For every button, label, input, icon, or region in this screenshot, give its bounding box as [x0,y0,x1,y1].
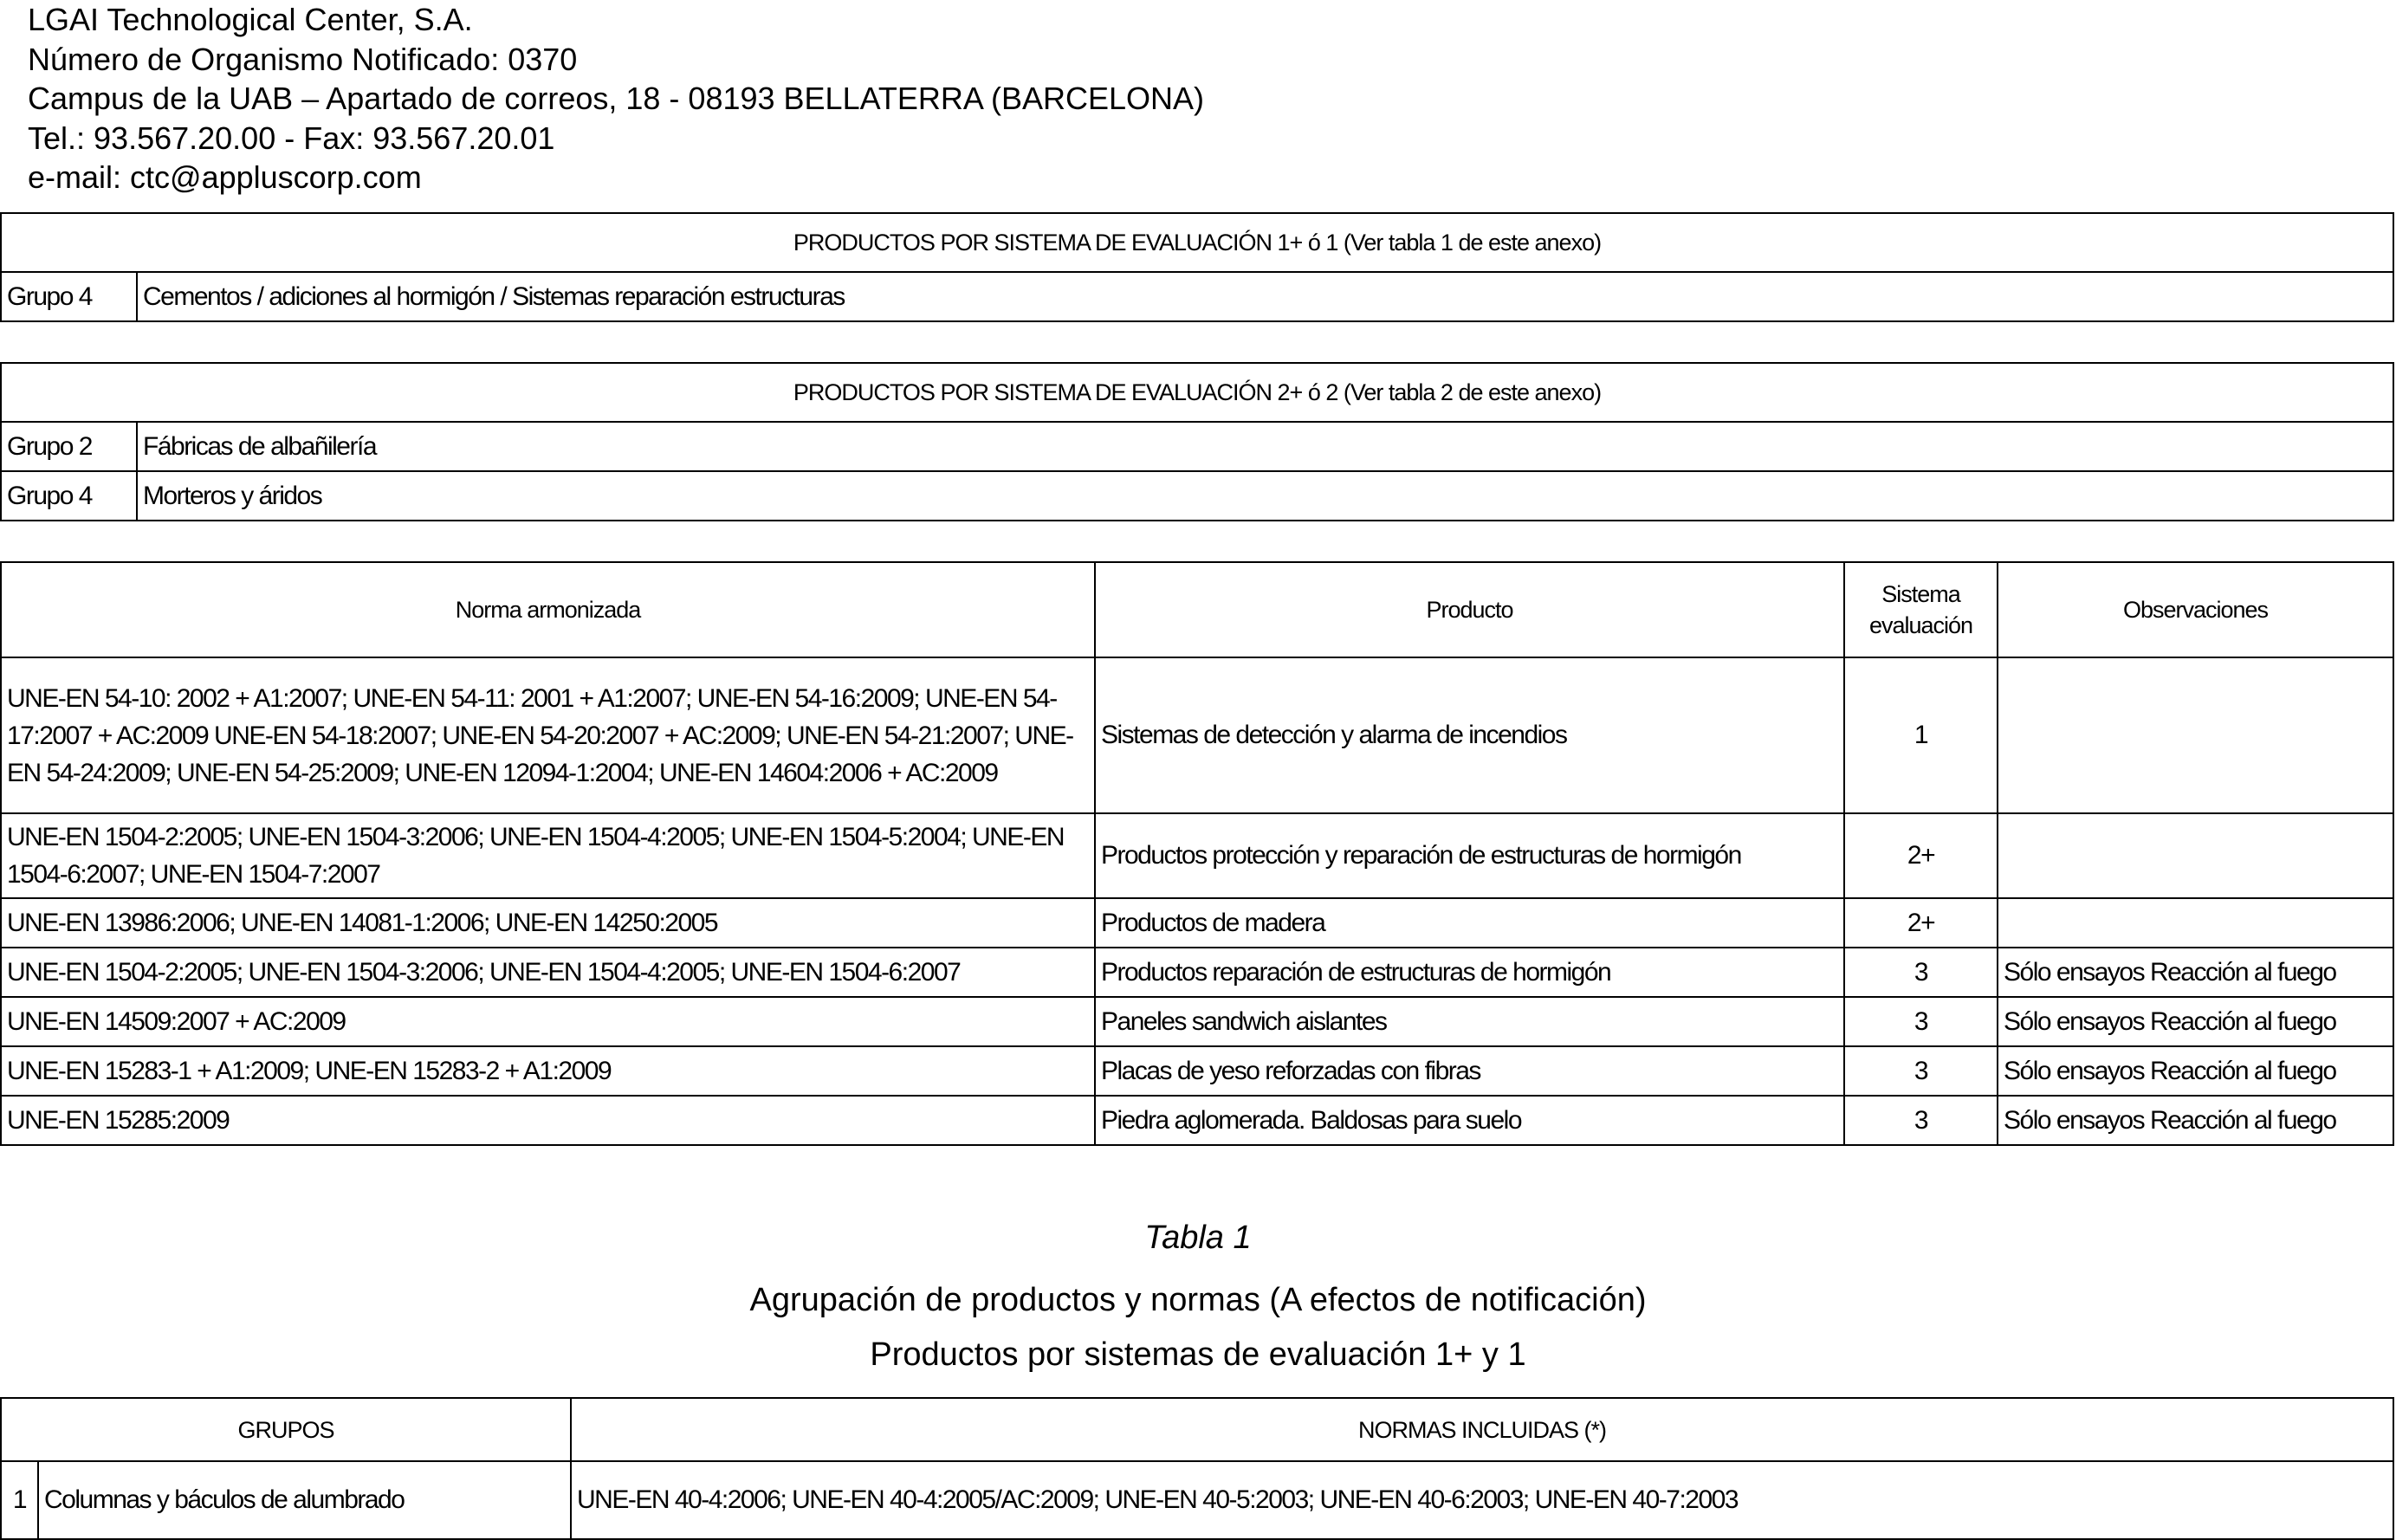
org-address: Campus de la UAB – Apartado de correos, 18 - 08193 BELLATERRA (BARCELONA) [28,81,1204,116]
table-row [1,997,2393,1046]
org-phone-fax: Tel.: 93.567.20.00 - Fax: 93.567.20.01 [28,120,555,156]
sistema-cell: 3 [1844,1096,1998,1145]
table-title: PRODUCTOS POR SISTEMA DE EVALUACIÓN 2+ ó 2 (Ver tabla 2 de este anexo) [1,363,2393,422]
group-label: Grupo 4 [1,471,137,521]
producto-cell: Paneles sandwich aislantes [1095,997,1844,1046]
producto-cell: Productos reparación de estructuras de hormigón [1095,948,1844,997]
group-label: Grupo 4 [1,272,137,321]
table-row [1,1461,2393,1539]
table-sistema-2 [0,362,2394,521]
org-name: LGAI Technological Center, S.A. [28,2,473,37]
norma-cell: UNE-EN 54-10: 2002 + A1:2007; UNE-EN 54-11: 2001 + A1:2007; UNE-EN 54-16:2009; UNE-EN 54-17:2007 + AC:2009 UNE-EN 54-18:2007; UNE-EN 54-20:2007 + AC:2009; UNE-EN 54-21:2007; UNE-EN 54-24:2009; UNE-EN 54-25:2009; UNE-EN 12094-1:2004; UNE-EN 14604:2006 + AC:2009 [1,657,1095,813]
table-normas-armonizadas [0,561,2394,1146]
header-grupos: GRUPOS [1,1398,571,1461]
observaciones-cell: Sólo ensayos Reacción al fuego [1998,948,2393,997]
table-header-row [1,1398,2393,1461]
group-normas: UNE-EN 40-4:2006; UNE-EN 40-4:2005/AC:2009; UNE-EN 40-5:2003; UNE-EN 40-6:2003; UNE-EN 40-7:2003 [571,1461,2393,1539]
org-email: e-mail: ctc@appluscorp.com [28,159,422,195]
producto-cell: Productos protección y reparación de estructuras de hormigón [1095,813,1844,898]
observaciones-cell: Sólo ensayos Reacción al fuego [1998,997,2393,1046]
observaciones-cell: Sólo ensayos Reacción al fuego [1998,1046,2393,1096]
producto-cell: Piedra aglomerada. Baldosas para suelo [1095,1096,1844,1145]
header-producto: Producto [1095,562,1844,657]
table-header-row [1,562,2393,657]
table-row [1,1046,2393,1096]
norma-cell: UNE-EN 1504-2:2005; UNE-EN 1504-3:2006; UNE-EN 1504-4:2005; UNE-EN 1504-5:2004; UNE-EN 1504-6:2007; UNE-EN 1504-7:2007 [1,813,1095,898]
norma-cell: UNE-EN 13986:2006; UNE-EN 14081-1:2006; UNE-EN 14250:2005 [1,898,1095,948]
organization-header [28,0,1204,197]
norma-cell: UNE-EN 15285:2009 [1,1096,1095,1145]
producto-cell: Sistemas de detección y alarma de incendios [1095,657,1844,813]
norma-cell: UNE-EN 1504-2:2005; UNE-EN 1504-3:2006; UNE-EN 1504-4:2005; UNE-EN 1504-6:2007 [1,948,1095,997]
table-row [1,272,2393,321]
sistema-cell: 1 [1844,657,1998,813]
table-title: PRODUCTOS POR SISTEMA DE EVALUACIÓN 1+ ó 1 (Ver tabla 1 de este anexo) [1,213,2393,272]
observaciones-cell [1998,898,2393,948]
producto-cell: Productos de madera [1095,898,1844,948]
sistema-cell: 2+ [1844,898,1998,948]
sistema-cell: 3 [1844,1046,1998,1096]
producto-cell: Placas de yeso reforzadas con fibras [1095,1046,1844,1096]
sistema-cell: 2+ [1844,813,1998,898]
header-sistema-line1: Sistema [1881,581,1960,607]
notified-body-number: Número de Organismo Notificado: 0370 [28,41,578,77]
observaciones-cell [1998,813,2393,898]
table-caption-number: Tabla 1 [1144,1220,1252,1256]
observaciones-cell [1998,657,2393,813]
group-name: Columnas y báculos de alumbrado [38,1461,571,1539]
group-number: 1 [1,1461,38,1539]
table-row [1,813,2393,898]
observaciones-cell: Sólo ensayos Reacción al fuego [1998,1096,2393,1145]
norma-cell: UNE-EN 15283-1 + A1:2009; UNE-EN 15283-2 + A1:2009 [1,1046,1095,1096]
header-normas-incluidas: NORMAS INCLUIDAS (*) [571,1398,2393,1461]
table-row [1,657,2393,813]
table-sistema-1 [0,212,2394,322]
table-grupos [0,1397,2394,1540]
table-row [1,422,2393,471]
group-label: Grupo 2 [1,422,137,471]
sistema-cell: 3 [1844,997,1998,1046]
table-caption-title: Agrupación de productos y normas (A efectos de notificación) [749,1282,1647,1318]
header-observaciones: Observaciones [1998,562,2393,657]
table-row [1,1096,2393,1145]
table-row [1,898,2393,948]
group-description: Morteros y áridos [137,471,2393,521]
header-sistema [1844,562,1998,657]
table-caption-subtitle: Productos por sistemas de evaluación 1+ y 1 [870,1336,1526,1373]
norma-cell: UNE-EN 14509:2007 + AC:2009 [1,997,1095,1046]
sistema-cell: 3 [1844,948,1998,997]
table-row [1,471,2393,521]
table-row [1,948,2393,997]
group-description: Fábricas de albañilería [137,422,2393,471]
header-sistema-line2: evaluación [1868,612,1973,638]
group-description: Cementos / adiciones al hormigón / Sistemas reparación estructuras [137,272,2393,321]
header-norma: Norma armonizada [1,562,1095,657]
